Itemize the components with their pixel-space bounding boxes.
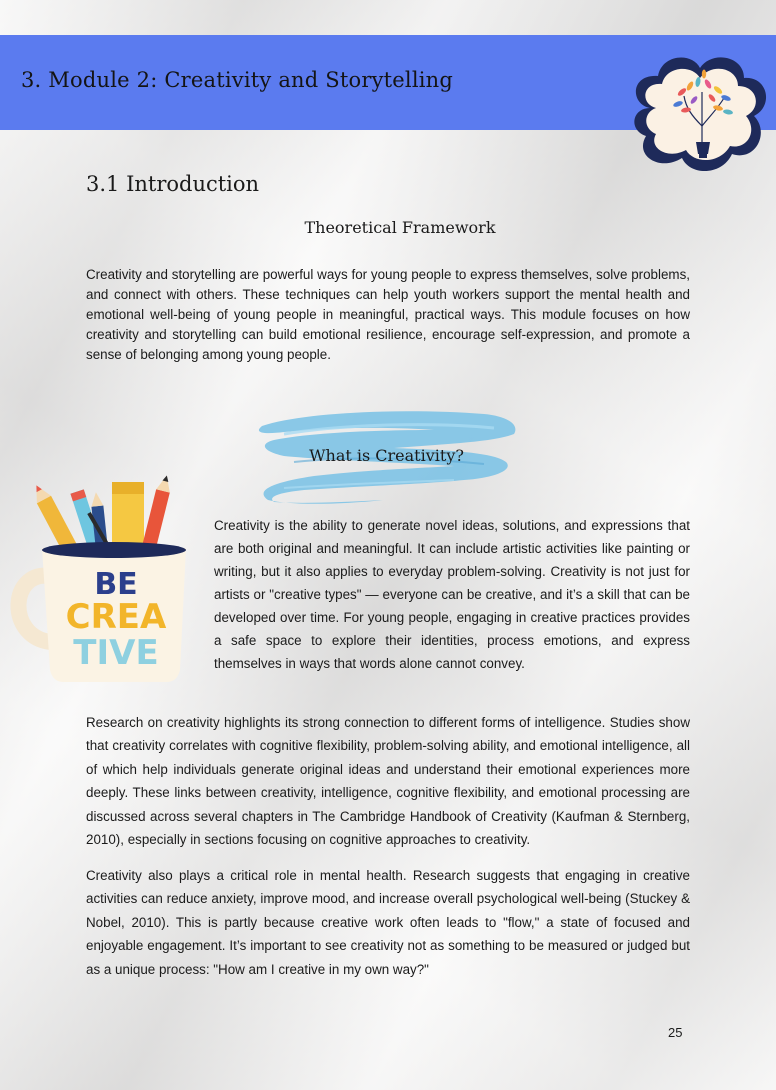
intro-paragraph: Creativity and storytelling are powerful ways for young people to express themselves, solve problems, and connect with others. These techniques can help youth workers support the mental health and emotional well-being of young people in meaningful, practical ways. This module focuses on how creativity and storytelling can build emotional resilience, encourage self-expression, and promote a sense of belonging among young people.: [86, 267, 690, 362]
section-heading: 3.1 Introduction: [86, 172, 260, 196]
pencil-mug-icon: [8, 466, 198, 684]
mug-text-line3: TIVE: [73, 633, 159, 673]
research-paragraph: Research on creativity highlights its strong connection to different forms of intelligence. Studies show that creativity correlates with cognitive flexibility, problem-solving ability, and emotional intelligence, all of which help individuals generate original ideas and understand their emotional experiences more deeply. These links between creativity, intelligence, cognitive flexibility, and emotional processing are discussed across several chapters in The Cambridge Handbook of Creativity (Kaufman & Sternberg, 2010), especially in sections focusing on cognitive approaches to creativity.: [86, 715, 690, 848]
mental-health-paragraph: Creativity also plays a critical role in mental health. Research suggests that engaging in creative activities can reduce anxiety, improve mood, and increase overall psychological well-being (Stuckey & Nobel, 2010). This is partly because creative work often leads to "flow," a state of focused and enjoyable engagement. It’s important to see creativity not as something to be measured or judged but as a unique process: "How am I creative in my own way?": [86, 868, 690, 977]
idea-tree-lightbulb-icon: [620, 46, 776, 186]
page-number: 25: [668, 1025, 683, 1040]
module-title: 3. Module 2: Creativity and Storytelling: [21, 68, 454, 92]
creativity-definition-paragraph: Creativity is the ability to generate novel ideas, solutions, and expressions that are both original and meaningful. It can include artistic activities like painting or writing, but it also applies to everyday problem-solving. Creativity is not just for artists or "creative types" — everyone can be creative, and it’s a skill that can be developed over time. For young people, engaging in creative practices provides a safe space to explore their identities, process emotions, and express themselves in ways that words alone cannot convey.: [214, 518, 690, 671]
what-is-creativity-heading: What is Creativity?: [309, 446, 464, 465]
mug-text-line2: CREA: [65, 597, 167, 637]
mug-text-line1: BE: [94, 567, 138, 602]
subheading-theoretical-framework: Theoretical Framework: [304, 218, 496, 237]
